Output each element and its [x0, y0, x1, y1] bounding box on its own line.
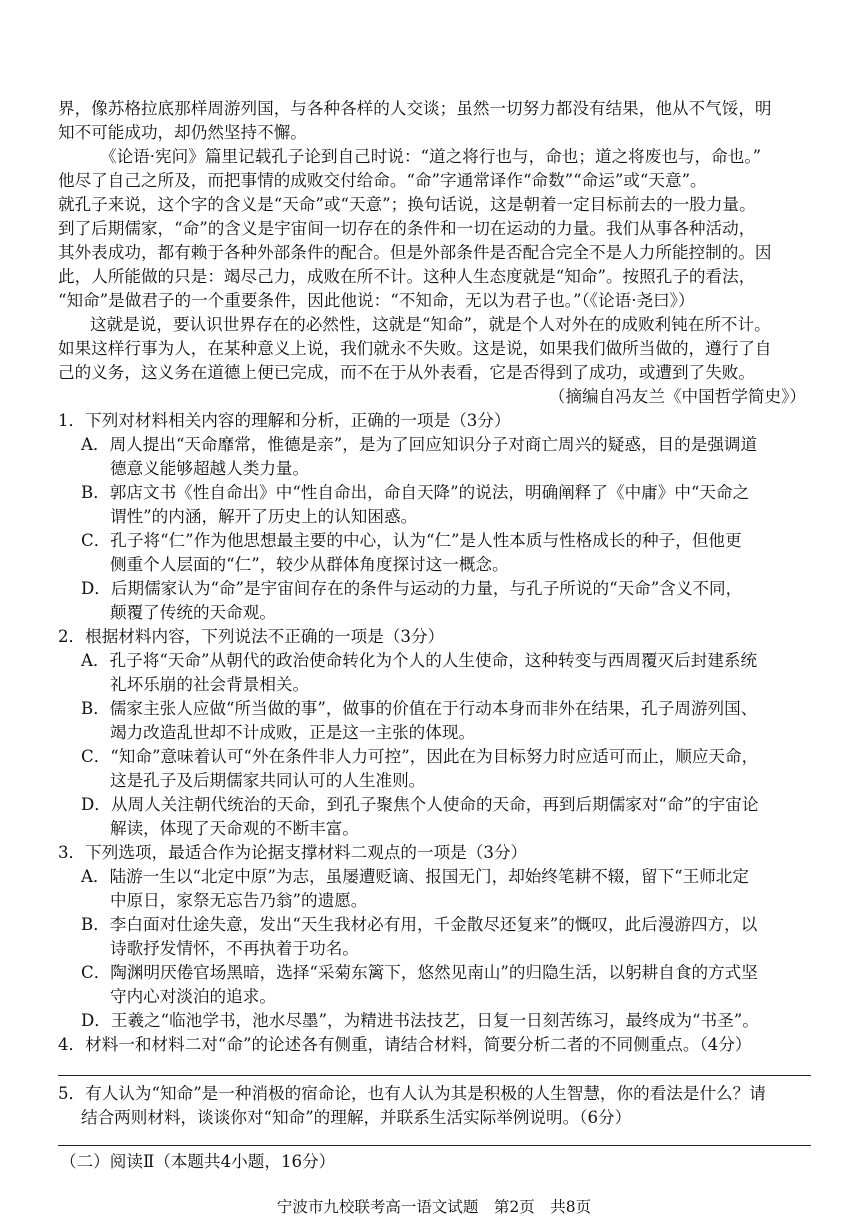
passage-line: 知不可能成功，却仍然坚持不懈。	[58, 123, 307, 142]
passage-line: 他尽了自己之所及，而把事情的成败交付给命。“命”字通常译作“命数”“命运”或“天意”。	[58, 171, 707, 190]
option-c: C．“知命”意味着认可“外在条件非人力可控”，因此在为目标努力时应适可而止，顺应天命，	[81, 747, 759, 766]
passage-line: 《论语·宪问》篇里记载孔子论到自己时说：“道之将行也与，命也；道之将废也与，命也。”	[100, 147, 762, 166]
option-c-cont: 这是孔子及后期儒家共同认可的人生准则。	[110, 771, 426, 790]
passage-line: “知命”是做君子的一个重要条件，因此他说：“不知命，无以为君子也。”（《论语·尧曰》）	[58, 291, 695, 310]
section-heading: （二）阅读Ⅱ（本题共4小题，16分）	[60, 1152, 336, 1171]
passage-line: 就孔子来说，这个字的含义是“天命”或“天意”；换句话说，这是朝着一定目标前去的一股力量。	[58, 195, 756, 214]
answer-line	[58, 1075, 811, 1076]
option-d-cont: 颠覆了传统的天命观。	[110, 603, 276, 622]
option-a: A．陆游一生以“北定中原”为志，虽屡遭贬谪、报国无门，却始终笔耕不辍，留下“王师北定	[81, 867, 749, 886]
option-d: D．从周人关注朝代统治的天命，到孔子聚焦个人使命的天命，再到后期儒家对“命”的宇宙论	[81, 795, 759, 814]
passage-line: 这就是说，要认识世界存在的必然性，这就是“知命”，就是个人对外在的成败利钝在所不计。	[90, 315, 771, 334]
passage-line: 到了后期儒家，“命”的含义是宇宙间一切存在的条件和一切在运动的力量。我们从事各种活动，	[58, 219, 756, 238]
option-c-cont: 守内心对淡泊的追求。	[110, 987, 276, 1006]
option-a-cont: 中原日，家祭无忘告乃翁”的遗愿。	[110, 891, 368, 910]
option-b-cont: 竭力改造乱世却不计成败，正是这一主张的体现。	[110, 723, 476, 742]
option-b: B．李白面对仕途失意，发出“天生我材必有用，千金散尽还复来”的慨叹，此后漫游四方，以	[81, 915, 758, 934]
passage-line: 其外表成功，都有赖于各种外部条件的配合。但是外部条件是否配合完全不是人力所能控制的。因	[58, 243, 772, 262]
option-a: A．孔子将“天命”从朝代的政治使命转化为个人的人生使命，这种转变与西周覆灭后封建系统	[81, 651, 758, 670]
question-stem: 2．根据材料内容，下列说法不正确的一项是（3分）	[58, 627, 445, 646]
page-footer: 宁波市九校联考高一语文试题 第2页 共8页	[276, 1198, 592, 1216]
option-d: D．王羲之“临池学书，池水尽墨”，为精进书法技艺，日复一日刻苦练习，最终成为“书圣”。	[81, 1011, 759, 1030]
option-a: A．周人提出“天命靡常，惟德是亲”，是为了回应知识分子对商亡周兴的疑惑，目的是强调道	[81, 435, 758, 454]
question-stem-cont: 结合两则材料，谈谈你对“知命”的理解，并联系生活实际举例说明。（6分）	[81, 1108, 632, 1127]
passage-line: 界，像苏格拉底那样周游列国，与各种各样的人交谈；虽然一切努力都没有结果，他从不气馁，明	[58, 99, 772, 118]
option-c: C．孔子将“仁”作为他思想最主要的中心，认为“仁”是人性本质与性格成长的种子，但他更	[81, 531, 742, 550]
question-stem: 4．材料一和材料二对“命”的论述各有侧重，请结合材料，简要分析二者的不同侧重点。（4分）	[58, 1035, 752, 1054]
passage-line: 此，人所能做的只是：竭尽己力，成败在所不计。这种人生态度就是“知命”。按照孔子的看法，	[58, 267, 756, 286]
option-b: B．儒家主张人应做“所当做的事”，做事的价值在于行动本身而非外在结果，孔子周游列国、	[81, 699, 758, 718]
option-b-cont: 谓性”的内涵，解开了历史上的认知困惑。	[110, 507, 418, 526]
option-c-cont: 侧重个人层面的“仁”，较少从群体角度探讨这一概念。	[110, 555, 509, 574]
passage-line: 如果这样行事为人，在某种意义上说，我们就永不失败。这是说，如果我们做所当做的，遵行了自	[58, 339, 772, 358]
option-b-cont: 诗歌抒发情怀，不再执着于功名。	[110, 939, 359, 958]
option-b: B．郭店文书《性自命出》中“性自命出，命自天降”的说法，明确阐释了《中庸》中“天命之	[81, 483, 750, 502]
answer-line	[58, 1145, 811, 1146]
option-d: D．后期儒家认为“命”是宇宙间存在的条件与运动的力量，与孔子所说的“天命”含义不同，	[81, 579, 743, 598]
option-c: C．陶渊明厌倦官场黑暗，选择“采菊东篱下，悠然见南山”的归隐生活，以躬耕自食的方式坚	[81, 963, 758, 982]
option-a-cont: 德意义能够超越人类力量。	[110, 459, 310, 478]
question-stem: 1．下列对材料相关内容的理解和分析，正确的一项是（3分）	[58, 411, 511, 430]
option-d-cont: 解读，体现了天命观的不断丰富。	[110, 819, 359, 838]
passage-source: （摘编自冯友兰《中国哲学简史》）	[548, 387, 806, 406]
question-stem: 5．有人认为“知命”是一种消极的宿命论，也有人认为其是积极的人生智慧，你的看法是什么？请	[58, 1084, 766, 1103]
option-a-cont: 礼坏乐崩的社会背景相关。	[110, 675, 310, 694]
passage-line: 己的义务，这义务在道德上便已完成，而不在于从外表看，它是否得到了成功，或遭到了失败。	[58, 363, 755, 382]
question-stem: 3．下列选项，最适合作为论据支撑材料二观点的一项是（3分）	[58, 843, 528, 862]
